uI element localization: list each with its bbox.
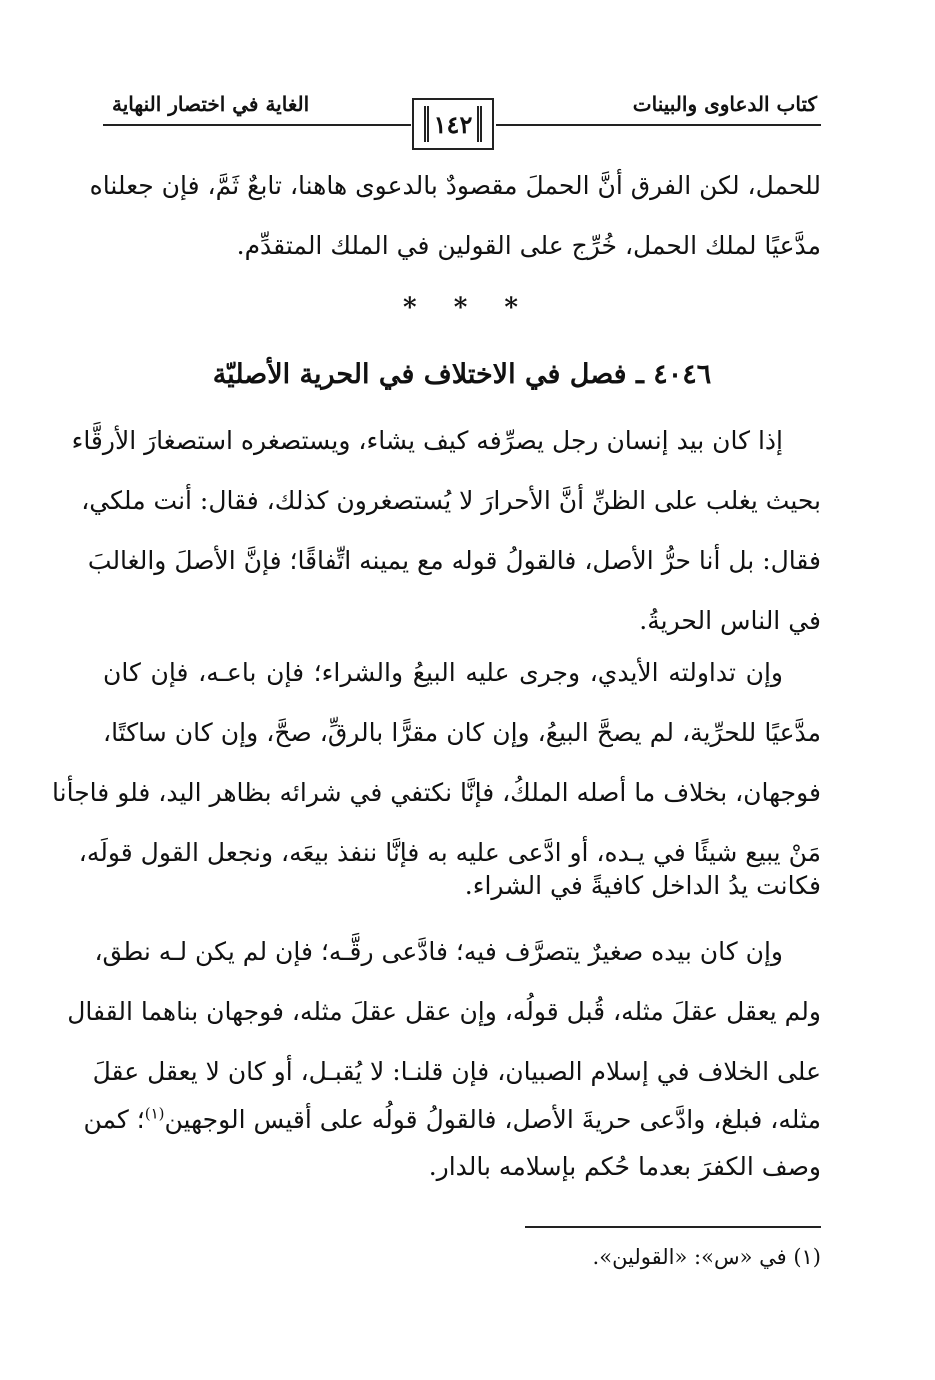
- section-heading: ٤٠٤٦ ـ فصل في الاختلاف في الحرية الأصليّة: [212, 359, 712, 390]
- paragraph-line-with-footnote: [83, 1100, 821, 1140]
- intro-line: للحمل، لكن الفرق أنَّ الحملَ مقصودٌ بالدعوى هاهنا، تابعٌ ثَمَّ، فإن جعلناه: [89, 171, 821, 200]
- paragraph-line: فقال: بل أنا حرُّ الأصل، فالقولُ قوله مع يمينه اتِّفاقًا؛ فإنَّ الأصلَ والغالبَ: [87, 546, 821, 575]
- paragraph-line: فوجهان، بخلاف ما أصله الملكُ، فإنَّا نكتفي في شرائه بظاهر اليد، فلو فاجأنا: [52, 778, 821, 807]
- paragraph-line: بحيث يغلب على الظنِّ أنَّ الأحرارَ لا يُستصغرون كذلك، فقال: أنت ملكي،: [81, 486, 821, 515]
- footnote-text: (١) في «س»: «القولين».: [592, 1245, 821, 1269]
- paragraph-line-tail: ؛ كمن: [83, 1105, 145, 1134]
- page-number-frame: [412, 98, 494, 150]
- running-header-work-title: الغاية في اختصار النهاية: [112, 92, 310, 116]
- paragraph-line: فكانت يدُ الداخل كافيةً في الشراء.: [464, 871, 821, 900]
- page-number: ١٤٢: [433, 109, 473, 139]
- intro-line: مدَّعيًا لملك الحمل، خُرِّج على القولين في الملك المتقدِّم.: [236, 231, 821, 260]
- paragraph-line: مدَّعيًا للحرِّية، لم يصحَّ البيعُ، وإن كان مقرًّا بالرقِّ، صحَّ، وإن كان ساكتًا،: [103, 718, 821, 747]
- paragraph-line: على الخلاف في إسلام الصبيان، فإن قلنـا: لا يُقبـل، أو كان لا يعقل عقلَ: [92, 1057, 821, 1086]
- paragraph-line: إذا كان بيد إنسان رجل يصرِّفه كيف يشاء، ويستصغره استصغارَ الأرقَّاء: [71, 426, 783, 455]
- paragraph-line-text: مثله، فبلغ، وادَّعى حريةَ الأصل، فالقولُ قولُه على أقيس الوجهين: [164, 1105, 821, 1134]
- footnote-rule: [525, 1226, 821, 1228]
- header-rule-left: [103, 124, 411, 126]
- paragraph-line: وصف الكفرَ بعدما حُكم بإسلامه بالدار.: [428, 1152, 821, 1181]
- paragraph-line: ولم يعقل عقلَ مثله، قُبل قولُه، وإن عقل عقلَ مثله، فوجهان بناهما القفال: [67, 997, 821, 1026]
- paragraph-line: وإن كان بيده صغيرٌ يتصرَّف فيه؛ فادَّعى رقَّـه؛ فإن لم يكن لـه نطق،: [94, 937, 783, 966]
- section-separator: * * *: [403, 293, 532, 323]
- paragraph-line: وإن تداولته الأيدي، وجرى عليه البيعُ والشراء؛ فإن باعـه، فإن كان: [103, 658, 783, 687]
- paragraph-line: مَنْ يبيع شيئًا في يـده، أو ادَّعى عليه به فإنَّا ننفذ بيعَه، ونجعل القول قولَه،: [78, 838, 821, 867]
- paragraph-line: في الناس الحريةُ.: [639, 606, 821, 635]
- running-header-book-title: كتاب الدعاوى والبينات: [632, 92, 817, 116]
- footnote-reference: (١): [144, 1104, 165, 1123]
- header-rule-right: [496, 124, 821, 126]
